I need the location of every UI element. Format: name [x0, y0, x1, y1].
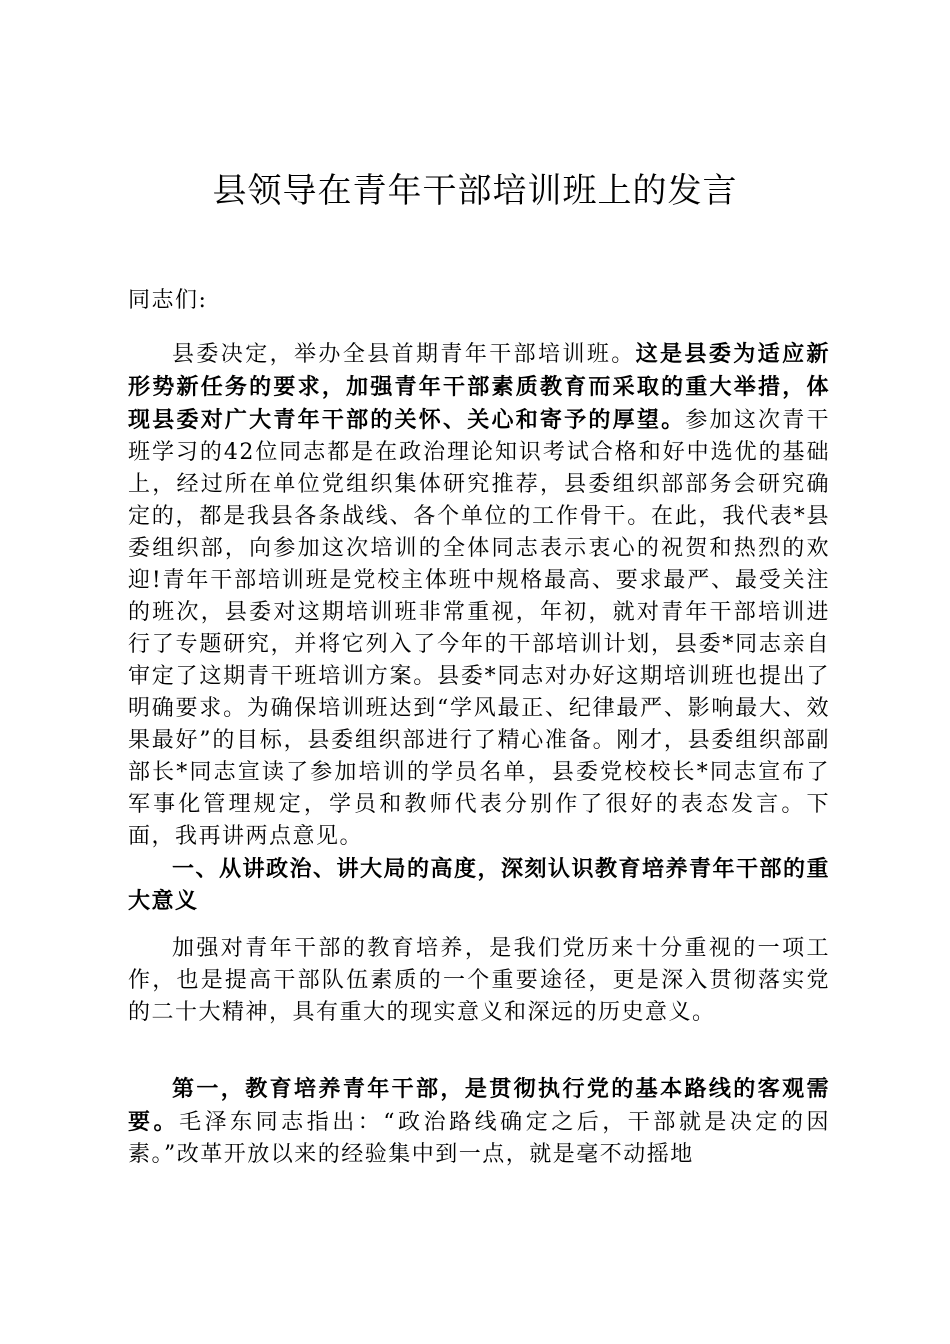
document-title: 县领导在青年干部培训班上的发言 — [212, 171, 738, 211]
paragraph-first-point-rest: 毛泽东同志指出：“政治路线确定之后，干部就是决定的因素。”改革开放以来的经验集中到一点，就是毫不动摇地 — [128, 1110, 830, 1167]
paragraph-opening-bold: 这是县委为适应新形势新任务的要求，加强青年干部素质教育而采取的重大举措，体现县委对广大青年干部的关怀、关心和寄予的厚望。 — [128, 341, 830, 433]
greeting: 同志们: — [128, 288, 208, 313]
section-heading-1: 一、从讲政治、讲大局的高度，深刻认识教育培养青年干部的重大意义 — [128, 856, 831, 914]
paragraph-opening-lead: 县委决定，举办全县首期青年干部培训班。 — [172, 342, 636, 367]
paragraph-significance: 加强对青年干部的教育培养，是我们党历来十分重视的一项工作，也是提高干部队伍素质的一个重要途径，更是深入贯彻落实党的二十大精神，具有重大的现实意义和深远的历史意义。 — [128, 936, 830, 1025]
paragraph-opening — [128, 338, 830, 853]
paragraph-opening-rest: 参加这次青干班学习的42位同志都是在政治理论知识考试合格和好中选优的基础上，经过所在单位党组织集体研究推荐，县委组织部部务会研究确定的，都是我县各条战线、各个单位的工作骨干。在此，我代表*县委组织部，向参加这次培训的全体同志表示衷心的祝贺和热烈的欢迎!青年干部培训班是党校主体班中规格最高、要求最严、最受关注的班次，县委对这期培训班非常重视，年初，就对青年干部培训进行了专题研究，并将它列入了今年的干部培训计划，县委*同志亲自审定了这期青干班培训方案。县委*同志对办好这期培训班也提出了明确要求。为确保培训班达到“学风最正、纪律最严、影响最大、效果最好”的目标，县委组织部进行了精心准备。刚才，县委组织部副部长*同志宣读了参加培训的学员名单，县委党校校长*同志宣布了军事化管理规定，学员和教师代表分别作了很好的表态发言。下面，我再讲两点意见。 — [128, 408, 830, 849]
paragraph-first-point-bold: 第一，教育培养青年干部，是贯彻执行党的基本路线的客观需要。 — [128, 1076, 830, 1135]
paragraph-first-point — [128, 1073, 830, 1171]
